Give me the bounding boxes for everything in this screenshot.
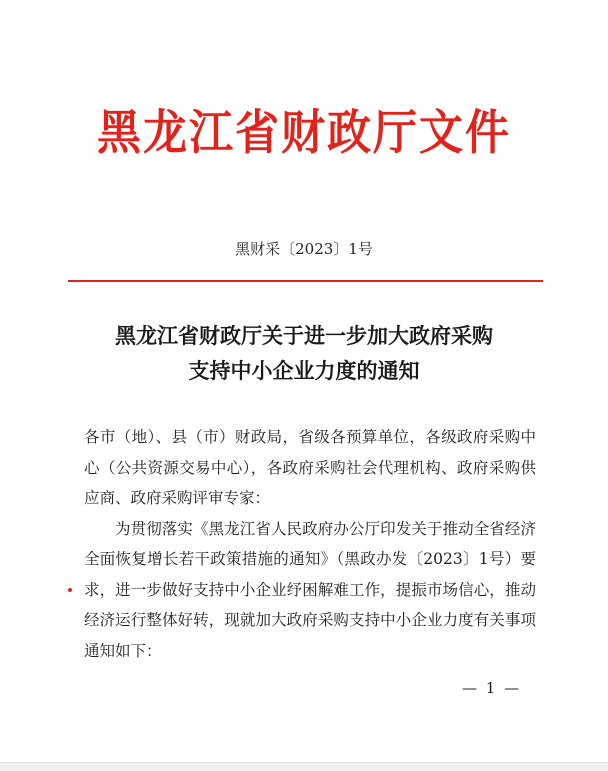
notice-title-line-2: 支持中小企业力度的通知: [188, 358, 420, 383]
margin-mark: [68, 588, 72, 592]
page-number: — 1 —: [462, 679, 522, 697]
notice-title: [0, 318, 608, 388]
masthead-title: 黑龙江省财政厅文件: [97, 105, 511, 161]
notice-body: [84, 422, 536, 666]
addressees-paragraph: 各市（地）、县（市）财政局，省级各预算单位，各级政府采购中心（公共资源交易中心），各政府采购社会代理机构、政府采购供应商、政府采购评审专家：: [84, 428, 536, 507]
red-divider-line: [68, 280, 543, 282]
document-number: 黑财采〔2023〕1号: [235, 240, 373, 258]
notice-title-line-1: 黑龙江省财政厅关于进一步加大政府采购: [115, 323, 493, 348]
body-paragraph-1: 为贯彻落实《黑龙江省人民政府办公厅印发关于推动全省经济全面恢复增长若干政策措施的通知》（黑政办发〔2023〕1号）要求，进一步做好支持中小企业纾困解难工作，提振市场信心，推动经济运行整体好转，现就加大政府采购支持中小企业力度有关事项通知如下：: [84, 519, 536, 660]
